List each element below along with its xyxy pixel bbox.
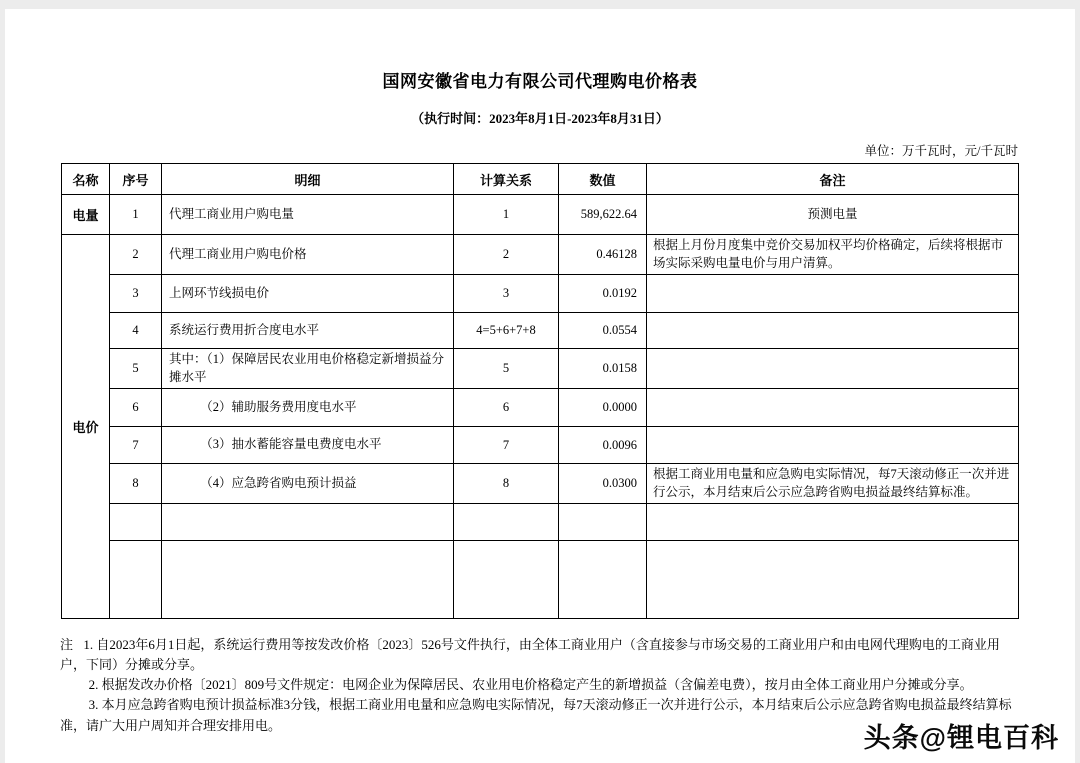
remark-cell [647, 541, 1019, 619]
seq-cell: 8 [110, 464, 162, 504]
remark-cell [647, 389, 1019, 427]
remark-cell [647, 275, 1019, 313]
remark-cell [647, 349, 1019, 389]
header-cell-value: 数值 [559, 164, 647, 195]
detail-cell: （4）应急跨省购电预计损益 [162, 464, 454, 504]
seq-cell [110, 541, 162, 619]
table-row [62, 349, 1019, 389]
group-cell-electric-quantity: 电量 [62, 195, 110, 235]
detail-cell: 其中：（1）保障居民农业用电价格稳定新增损益分摊水平 [162, 349, 454, 389]
relation-cell: 2 [454, 235, 559, 275]
header-cell-relation: 计算关系 [454, 164, 559, 195]
relation-cell: 8 [454, 464, 559, 504]
value-cell: 0.0096 [559, 427, 647, 464]
detail-cell: 上网环节线损电价 [162, 275, 454, 313]
value-cell: 0.0300 [559, 464, 647, 504]
table-row [62, 464, 1019, 504]
table-row [62, 504, 1019, 541]
detail-cell [162, 541, 454, 619]
price-table [61, 163, 1019, 619]
relation-cell: 7 [454, 427, 559, 464]
relation-cell: 3 [454, 275, 559, 313]
detail-cell: 代理工商业用户购电量 [162, 195, 454, 235]
unit-note: 单位：万千瓦时，元/千瓦时 [864, 144, 1018, 158]
table-header-row [62, 164, 1019, 195]
page-subtitle: （执行时间：2023年8月1日-2023年8月31日） [411, 111, 669, 126]
seq-cell: 5 [110, 349, 162, 389]
relation-cell: 1 [454, 195, 559, 235]
table-row [62, 541, 1019, 619]
table-row [62, 427, 1019, 464]
table-row [62, 275, 1019, 313]
detail-cell: 代理工商业用户购电价格 [162, 235, 454, 275]
seq-cell: 7 [110, 427, 162, 464]
remark-cell [647, 504, 1019, 541]
table-row [62, 235, 1019, 275]
table-row [62, 389, 1019, 427]
note-item [60, 635, 1020, 675]
relation-cell: 6 [454, 389, 559, 427]
remark-cell: 预测电量 [647, 195, 1019, 235]
value-cell: 0.0158 [559, 349, 647, 389]
value-cell: 0.0000 [559, 389, 647, 427]
detail-cell: 系统运行费用折合度电水平 [162, 313, 454, 349]
detail-cell: （3）抽水蓄能容量电费度电水平 [162, 427, 454, 464]
value-cell: 589,622.64 [559, 195, 647, 235]
relation-cell [454, 504, 559, 541]
value-cell: 0.0554 [559, 313, 647, 349]
seq-cell [110, 504, 162, 541]
value-cell: 0.0192 [559, 275, 647, 313]
remark-cell [647, 427, 1019, 464]
seq-cell: 3 [110, 275, 162, 313]
page-title: 国网安徽省电力有限公司代理购电价格表 [382, 72, 698, 91]
header-cell-remark: 备注 [647, 164, 1019, 195]
watermark: 头条@锂电百科 [863, 723, 1059, 753]
note-item: 3. 本月应急跨省购电预计损益标准3分钱，根据工商业用电量和应急购电实际情况，每7天滚动修正一次并进行公示，本月结束后公示应急跨省购电损益最终结算标准，请广大用户周知并合理安排用电。 [60, 697, 1012, 733]
remark-cell: 根据工商业用电量和应急购电实际情况，每7天滚动修正一次并进行公示，本月结束后公示应急跨省购电损益最终结算标准。 [647, 464, 1019, 504]
relation-cell: 4=5+6+7+8 [454, 313, 559, 349]
remark-cell [647, 313, 1019, 349]
note-item: 2. 根据发改办价格〔2021〕809号文件规定：电网企业为保障居民、农业用电价格稳定产生的新增损益（含偏差电费），按月由全体工商业用户分摊或分享。 [88, 677, 973, 693]
header-cell-detail: 明细 [162, 164, 454, 195]
value-cell [559, 504, 647, 541]
seq-cell: 4 [110, 313, 162, 349]
remark-cell: 根据上月份月度集中竞价交易加权平均价格确定，后续将根据市场实际采购电量电价与用户清算。 [647, 235, 1019, 275]
header-cell-name: 名称 [62, 164, 110, 195]
document-page [5, 9, 1075, 763]
header-cell-seq: 序号 [110, 164, 162, 195]
seq-cell: 6 [110, 389, 162, 427]
seq-cell: 2 [110, 235, 162, 275]
detail-cell [162, 504, 454, 541]
detail-cell: （2）辅助服务费用度电水平 [162, 389, 454, 427]
seq-cell: 1 [110, 195, 162, 235]
group-cell-electric-price: 电价 [62, 235, 110, 619]
value-cell [559, 541, 647, 619]
note-text: 1. 自2023年6月1日起，系统运行费用等按发改价格〔2023〕526号文件执行，由全体工商业用户（含直接参与市场交易的工商业用户和由电网代理购电的工商业用户，下同）分摊或分享。 [60, 637, 1000, 673]
relation-cell: 5 [454, 349, 559, 389]
relation-cell [454, 541, 559, 619]
table-row [62, 195, 1019, 235]
notes-label: 注 [60, 637, 74, 652]
table-row [62, 313, 1019, 349]
value-cell: 0.46128 [559, 235, 647, 275]
